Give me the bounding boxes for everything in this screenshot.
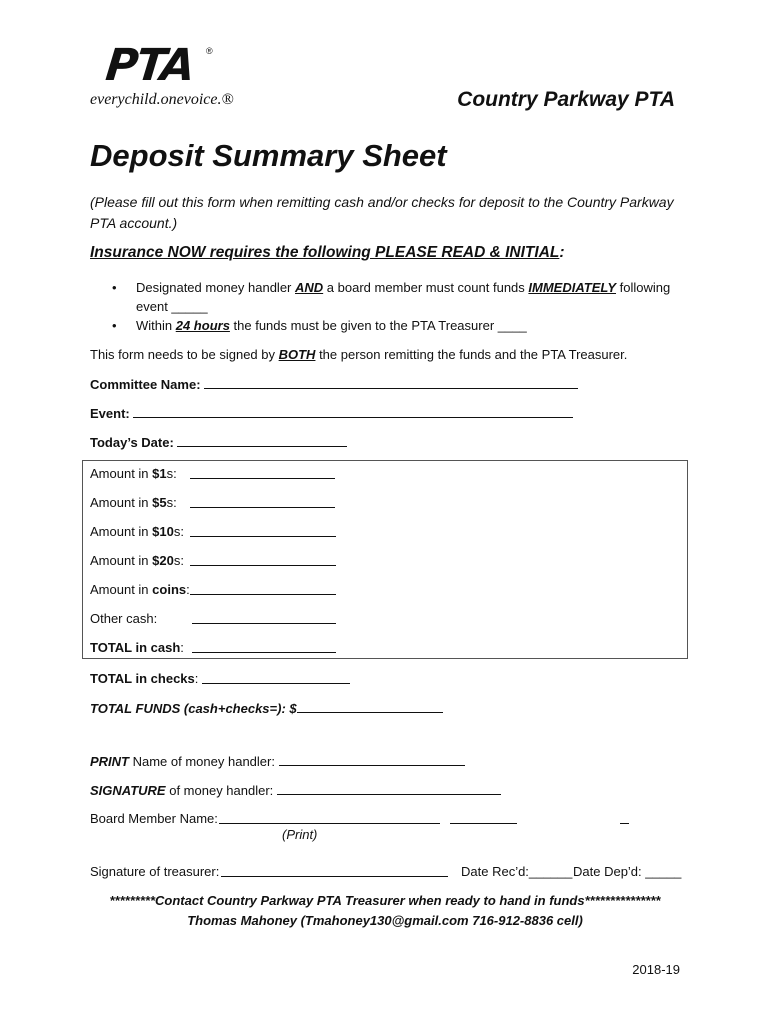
signature-handler-field: SIGNATURE of money handler: — [90, 781, 501, 800]
total-cash-label: TOTAL in cash: — [90, 640, 184, 655]
todays-date-blank[interactable] — [177, 433, 347, 447]
other-cash-blank[interactable] — [192, 610, 336, 624]
total-cash-blank[interactable] — [192, 639, 336, 653]
total-checks-blank[interactable] — [202, 670, 350, 684]
board-member-name-blank[interactable] — [219, 810, 440, 824]
insurance-bullets — [112, 278, 672, 335]
committee-name-blank[interactable] — [204, 375, 578, 389]
pta-logo: PTA — [103, 40, 196, 91]
contact-line-2: Thomas Mahoney (Tmahoney130@gmail.com 716-912-8836 cell) — [187, 913, 583, 928]
print-note: (Print) — [282, 827, 318, 842]
list-item: • Designated money handler AND a board member must count funds IMMEDIATELY following event _____ — [112, 280, 671, 314]
total-funds-label: TOTAL FUNDS (cash+checks=): $ — [90, 701, 297, 716]
amount-coins-label: Amount in coins: — [90, 582, 190, 597]
bullet-icon: • — [112, 280, 117, 295]
total-checks-label: TOTAL in checks: — [90, 671, 199, 686]
date-deposited-field[interactable]: Date Dep’d: _____ — [573, 864, 682, 879]
amount-20s-blank[interactable] — [190, 552, 336, 566]
signature-requirement-note: This form needs to be signed by BOTH the person remitting the funds and the PTA Treasurer. — [90, 347, 628, 362]
total-funds-blank[interactable] — [297, 699, 443, 713]
event-field — [90, 404, 573, 423]
total-funds-field — [90, 699, 443, 718]
event-blank[interactable] — [133, 404, 573, 418]
committee-name-label: Committee Name: — [90, 377, 201, 392]
amount-10s-blank[interactable] — [190, 523, 336, 537]
page-title: Deposit Summary Sheet — [90, 138, 447, 173]
amount-5s-label: Amount in $5s: — [90, 495, 177, 510]
treasurer-signature-label: Signature of treasurer: — [90, 864, 220, 879]
committee-name-field — [90, 375, 578, 394]
instructions: (Please fill out this form when remitting cash and/or checks for deposit to the Country Parkway PTA account.) — [90, 194, 674, 231]
contact-info — [90, 891, 680, 931]
insurance-heading: Insurance NOW requires the following PLEASE READ & INITIAL: — [90, 244, 565, 261]
amount-10s-label: Amount in $10s: — [90, 524, 184, 539]
amount-20s-label: Amount in $20s: — [90, 553, 184, 568]
org-name: Country Parkway PTA — [457, 88, 675, 111]
board-member-label: Board Member Name: — [90, 811, 218, 826]
board-member-extra-blank[interactable] — [620, 810, 629, 824]
bullet-icon: • — [112, 318, 117, 333]
list-item: • Within 24 hours the funds must be given to the PTA Treasurer ____ — [112, 318, 527, 333]
todays-date-field — [90, 433, 347, 452]
date-received-field[interactable]: Date Rec’d:______ — [461, 864, 573, 879]
amount-1s-blank[interactable] — [190, 465, 335, 479]
print-handler-field: PRINT Name of money handler: — [90, 752, 465, 771]
contact-line-1: *********Contact Country Parkway PTA Treasurer when ready to hand in funds*************** — [109, 893, 661, 908]
event-label: Event: — [90, 406, 130, 421]
print-handler-blank[interactable] — [279, 752, 465, 766]
signature-handler-blank[interactable] — [277, 781, 501, 795]
logo-registered-mark: ® — [206, 46, 213, 56]
logo-tagline: everychild.onevoice.® — [90, 91, 234, 108]
treasurer-signature-blank[interactable] — [221, 863, 448, 877]
todays-date-label: Today’s Date: — [90, 435, 174, 450]
board-member-initial-blank[interactable] — [450, 810, 517, 824]
amount-5s-blank[interactable] — [190, 494, 335, 508]
school-year: 2018-19 — [632, 962, 680, 977]
amount-1s-label: Amount in $1s: — [90, 466, 177, 481]
amount-coins-blank[interactable] — [190, 581, 336, 595]
other-cash-label: Other cash: — [90, 611, 158, 626]
